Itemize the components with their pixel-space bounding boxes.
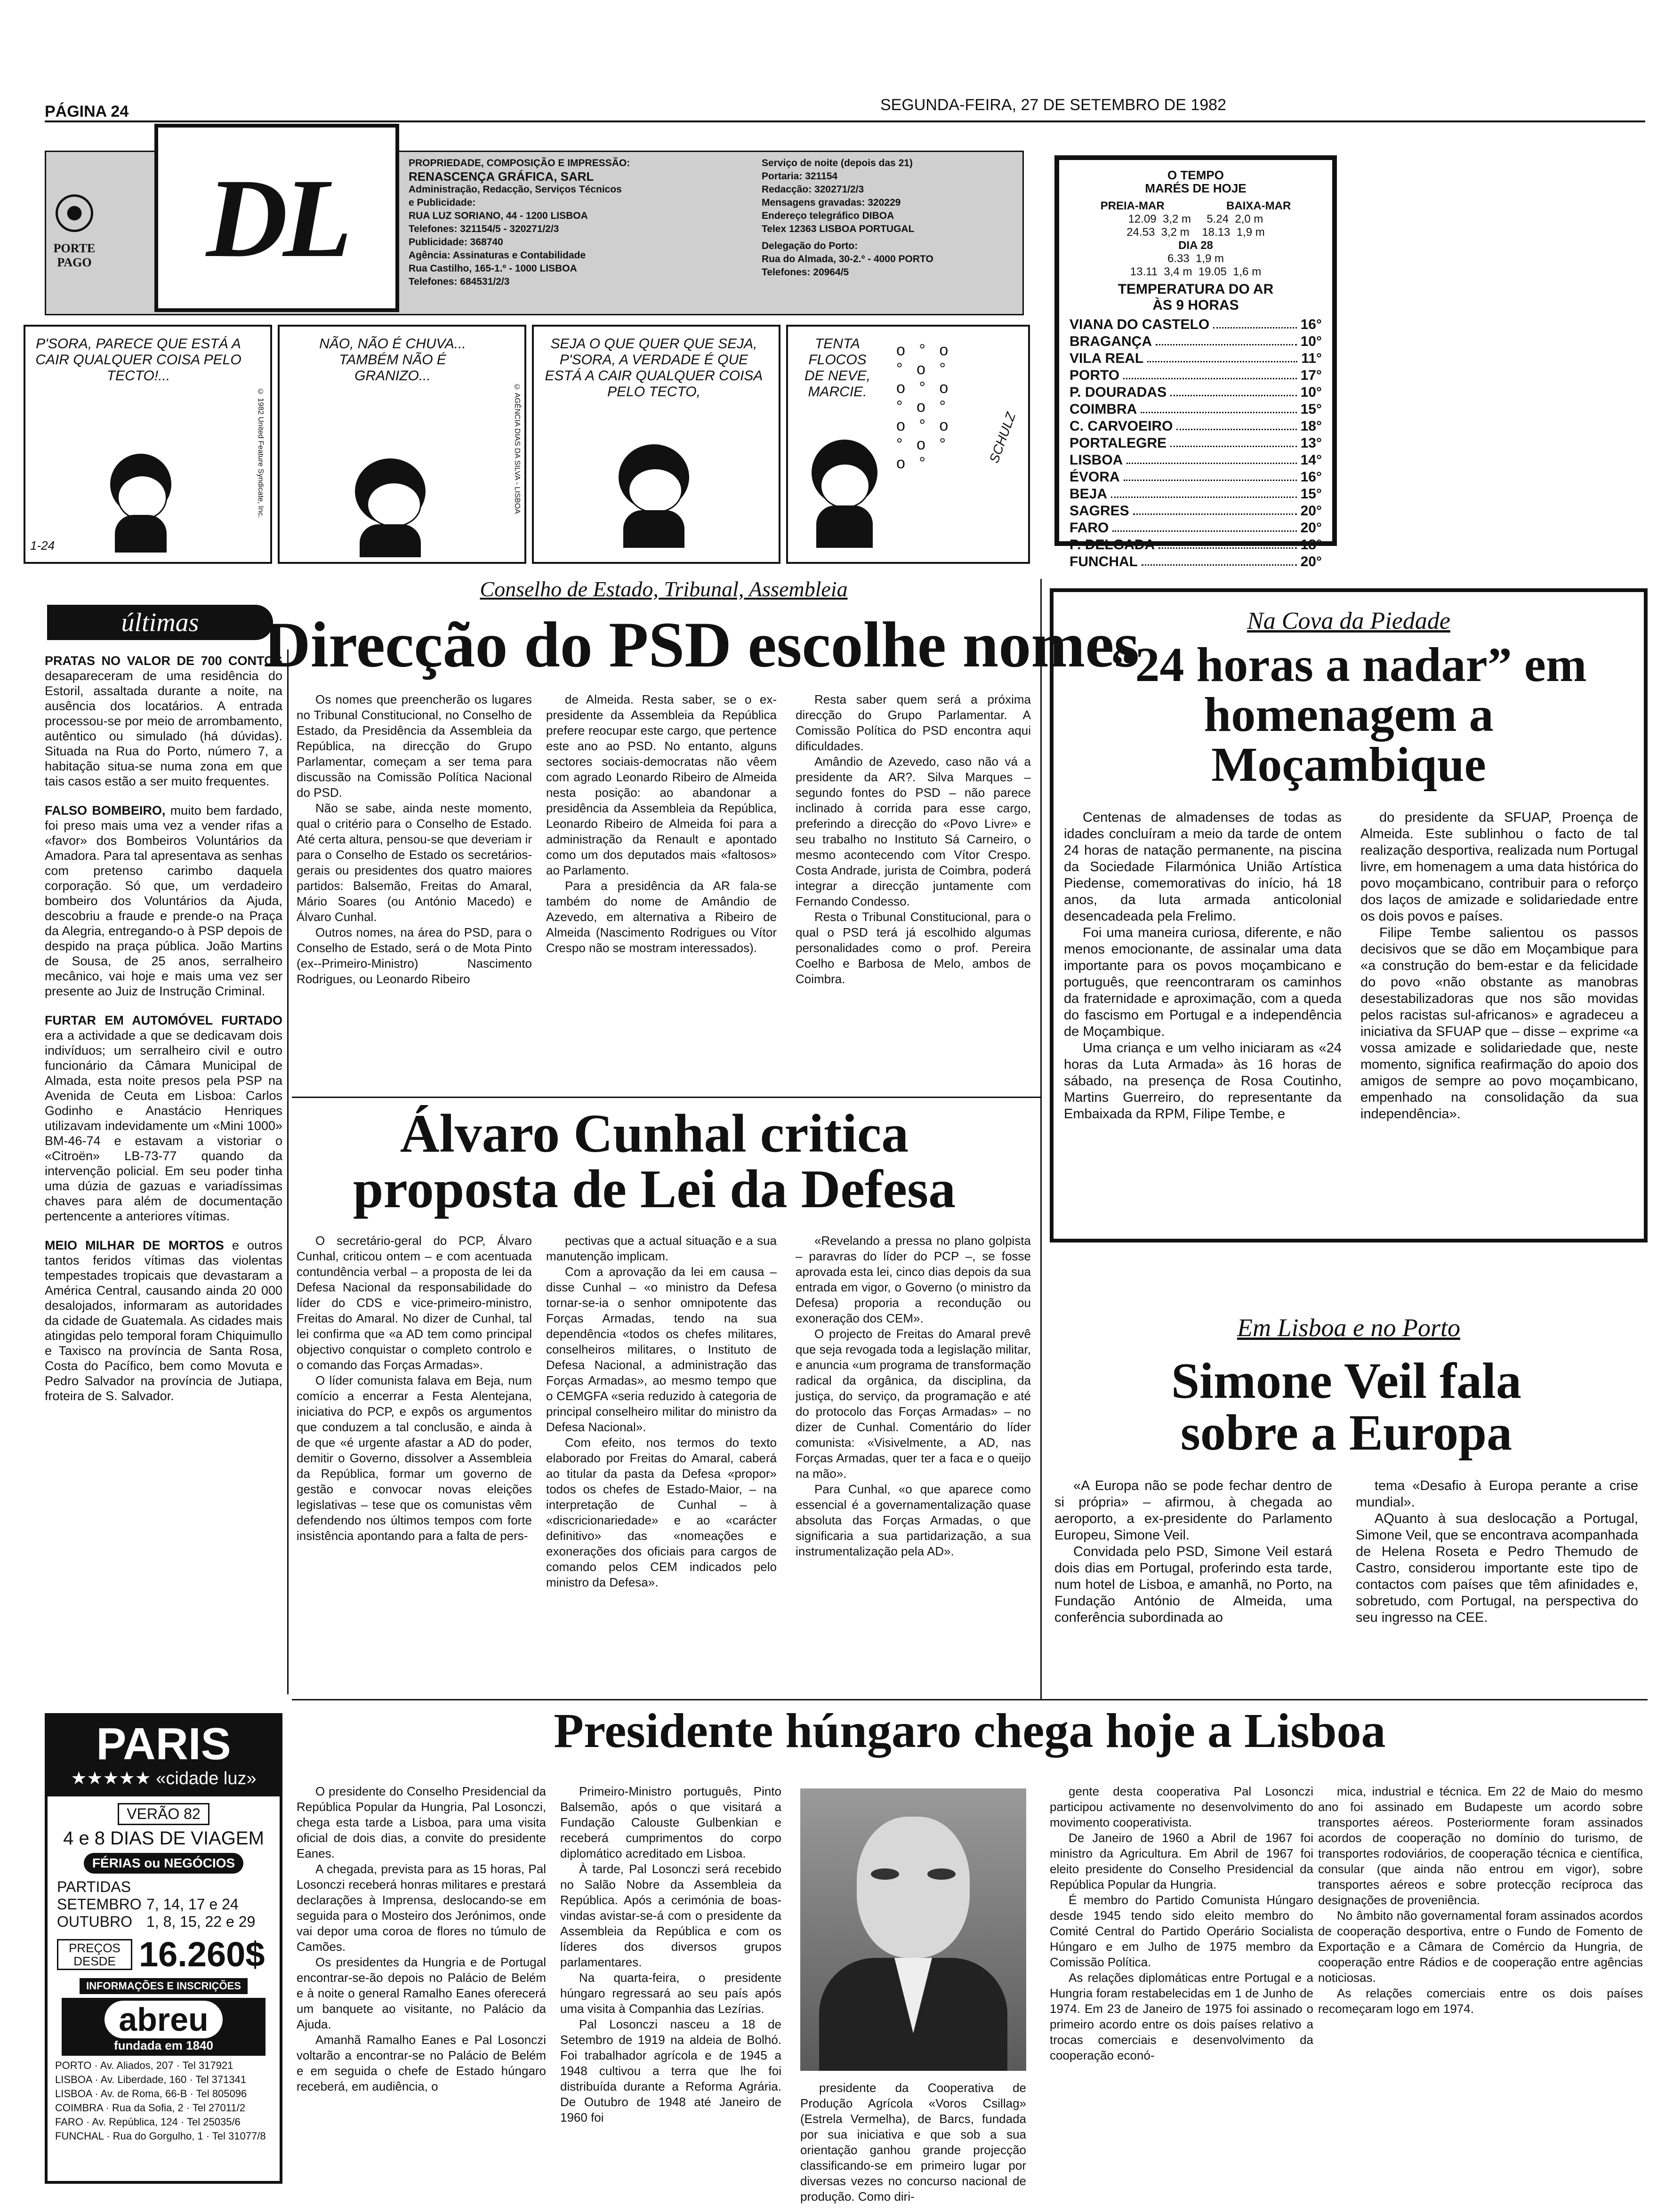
comic-panel-1: [24, 325, 272, 564]
ultimas-text: últimas: [121, 608, 199, 637]
city-name: ÉVORA: [1070, 469, 1120, 485]
city-temp: 10°: [1300, 334, 1322, 349]
temp-title: TEMPERATURA DO AR: [1118, 281, 1274, 297]
paragraph: pectivas que a actual situação e a sua manutenção implicam.: [546, 1234, 777, 1263]
brief-lead: FURTAR EM AUTOMÓVEL FURTADO: [45, 1013, 282, 1027]
city-temp: 10°: [1300, 385, 1322, 400]
news-brief: [45, 1238, 282, 1403]
city-temp: 20°: [1300, 503, 1322, 519]
temperature-row: [1070, 333, 1322, 350]
brief-lead: FALSO BOMBEIRO,: [45, 803, 170, 817]
leader-dots: [1123, 367, 1296, 379]
paragraph: O projecto de Freitas do Amaral prevê que seja revogada toda a legislação militar, e anuncia «um programa de transformação radical da orgânica, da disciplina, da justiça, do serviço, da programação e até do protocolo das Forças Armadas» – no dizer de Cunhal. Comentário do líder comunista: «Visivelmente, a AD, nas Forças Armadas, quer ter a faca e o queijo na mão».: [796, 1327, 1031, 1481]
ad-partidas: PARTIDAS: [57, 1878, 131, 1895]
psd-col-3: [796, 692, 1031, 987]
leader-dots: [1213, 316, 1296, 329]
comic-agency: © AGÊNCIA DIAS DA SILVA - LISBOA: [513, 383, 521, 514]
paragraph: Foi uma maneira curiosa, diferente, e não menos emocionante, de assinalar uma data importante para os povos moçambicano e português, que reencontraram os caminhos da fraternidade e aproximação, com a queda do fascismo em Portugal e a independência de Moçambique.: [1064, 925, 1342, 1039]
brief-text: e outros tantos feridos vítimas das violentas tempestades tropicais que devastaram a América Central, causando ainda 20 000 desalojados, informaram as autoridades da cidade de Guatemala. As cidades mais atingidas pelo temporal foram Chiquimullo e Taxisco na província de Santa Rosa, Costa do Pacífico, bem como Movuta e Pedro Salvador na província de Jutiapa, froteira de S. Salvador.: [45, 1238, 282, 1403]
paragraph: mica, industrial e técnica. Em 22 de Maio do mesmo ano foi assinado em Budapeste um acordo sobre transportes aéreos. Posteriormente foram assinados acordos de cooperação no domínio do turismo, de transportes rodoviários, de cooperação técnica e científica, consular (que ainda não entrou em vigor), sobre transportes aéreos e sobre protecção recíproca das designações de proveniência.: [1318, 1784, 1643, 1907]
hungria-col-4: [1050, 1784, 1313, 2063]
brief-lead: PRATAS NO VALOR DE 700 CONTOS: [45, 654, 282, 668]
ad-precos: PREÇOS DESDE: [57, 1939, 132, 1970]
ad-info: INFORMAÇÕES E INSCRIÇÕES: [80, 1978, 248, 1994]
city-temp: 13°: [1300, 435, 1322, 451]
office-line: COIMBRA · Rua da Sofia, 2 · Tel 27011/2: [55, 2102, 245, 2114]
dl-logo: DL: [206, 155, 347, 281]
info-line: Mensagens gravadas: 320229: [762, 197, 901, 208]
hungria-col-2: [560, 1784, 781, 2125]
brief-text: era a actividade a que se dedicavam dois indivíduos; um serralheiro civil e outro funcionário da Câmara Municipal de Almada, esta noite presos pela PSP na Avenida de Ceuta em Lisboa: Carlos Godinho e Anastácio Henriques utilizavam indevidamente um «Mini 1000» BM-46-74 e estavam a vistoriar o «Citroën» LB-73-77 quando da intervenção policial. Em seu poder tinha uma dúzia de gazuas e variadíssimas chaves para além de documentação pertencente a anteriores vítimas.: [45, 1028, 282, 1223]
info-line: RUA LUZ SORIANO, 44 - 1200 LISBOA: [409, 210, 588, 221]
city-temp: 18°: [1300, 418, 1322, 434]
ad-subtitle: ★★★★★ «cidade luz»: [71, 1769, 257, 1788]
psd-headline: Direcção do PSD escolhe nomes: [264, 609, 1140, 681]
paragraph: Não se sabe, ainda neste momento, qual o critério para o Conselho de Estado. Até certa altura, pensou-se que deveriam ir para o Conselho de Estado os secretários-gerais ou presidentes dos quatro maiores partidos: Balsemão, Freitas do Amaral, Mário Soares (ou António Macedo) e Álvaro Cunhal.: [297, 801, 532, 924]
comic-panel-4: [786, 325, 1030, 564]
paragraph: Resta o Tribunal Constitucional, para o qual o PSD terá já escolhido algumas personalidades como o prof. Pereira Coelho e Barbosa de Melo, ambos de Coimbra.: [796, 910, 1031, 986]
paragraph: É membro do Partido Comunista Húngaro desde 1945 tendo sido eleito membro do Comité Central do Partido Operário Socialista Húngaro e em Julho de 1975 membro da Comissão Política.: [1050, 1893, 1313, 1969]
comic-panel-3: [532, 325, 780, 564]
temperature-row: [1070, 520, 1322, 537]
comic-copyright: © 1982 United Feature Syndicate, Inc.: [257, 388, 265, 518]
ultimas-label: [47, 605, 273, 640]
ad-price: 16.260$: [139, 1935, 265, 1974]
masthead-info-right: [762, 157, 1025, 279]
speech-bubble: NÃO, NÃO É CHUVA... TAMBÉM NÃO É GRANIZO...: [319, 336, 466, 384]
paragraph: Na quarta-feira, o presidente húngaro regressará ao seu país após uma visita à Companhia das Lezírias.: [560, 1971, 781, 2016]
city-name: C. CARVOEIRO: [1070, 418, 1173, 434]
paragraph: Amândio de Azevedo, caso não vá a presidente da AR?. Silva Marques – segundo fontes do PSD – não parece inclinado à corrida para esse cargo, preferindo a direcção do «Povo Livre» e seu trabalho no Instituto Sá Carneiro, o mesmo acontecendo com Vítor Crespo. Costa Andrade, jurista de Coimbra, poderá integrar a direcção juntamente com Fernando Condesso.: [796, 754, 1031, 908]
paragraph: Amanhã Ramalho Eanes e Pal Losonczi voltarão a encontrar-se no Palácio de Belém e em seguida o chefe de Estado húngaro receberá, em audiência, o: [297, 2033, 546, 2093]
paragraph: AQuanto à sua deslocação a Portugal, Simone Veil, que se encontrava acompanhada de Helena Roseta e Pedro Themudo de Castro, considerou importante este tipo de contactos com países que têm afinidades e, sobretudo, com Portugal, na perspectiva do seu ingresso na CEE.: [1356, 1511, 1638, 1625]
psd-kicker: Conselho de Estado, Tribunal, Assembleia: [480, 577, 848, 601]
office-line: FUNCHAL · Rua do Gorgulho, 1 · Tel 31077/8: [55, 2130, 266, 2142]
ad-founded: fundada em 1840: [114, 2038, 213, 2052]
temperature-row: [1070, 503, 1322, 520]
comic-strip: [24, 325, 1026, 560]
leader-dots: [1141, 401, 1296, 413]
info-line: Redacção: 320271/2/3: [762, 184, 864, 195]
tide-col-low: BAIXA-MAR: [1226, 200, 1291, 212]
city-name: P. DOURADAS: [1070, 385, 1167, 400]
paragraph: de Almeida. Resta saber, se o ex-presidente da Assembleia da República prefere reocupar este cargo, que pertence este ano ao PSD. No entanto, alguns sectores sociais-democratas não vêem com agrado Leonardo Ribeiro de Almeida nesta posição: ao abandonar a presidência da Assembleia da República, Leonardo Ribeiro de Almeida foi para a administração da Renault e apontado como um dos deputados mais «faltosos» ao Parlamento.: [546, 692, 777, 877]
ad-ferias: FÉRIAS ou NEGÓCIOS: [84, 1853, 243, 1874]
cunhal-col-2: [546, 1233, 777, 1590]
losonczi-photo: [800, 1788, 1026, 2071]
stamp-bottom: PAGO: [57, 256, 92, 269]
temperature-row: [1070, 553, 1322, 570]
comic-date-code: 1-24: [30, 538, 55, 553]
paragraph: Uma criança e um velho iniciaram as «24 horas da Luta Armada» às 16 horas de sábado, na presença de Rosa Coutinho, Martins Guerreiro, do representante da Embaixada da RPM, Filipe Tembe, e: [1064, 1041, 1342, 1122]
info-line: Administração, Redacção, Serviços Técnicos: [409, 184, 622, 195]
paragraph: O presidente do Conselho Presidencial da República Popular da Hungria, Pal Losonczi, chega esta tarde a Lisboa, para uma visita oficial de dois dias, a convite do presidente Eanes.: [297, 1784, 546, 1860]
piedade-col-2: [1360, 809, 1638, 1122]
city-name: VIANA DO CASTELO: [1070, 317, 1210, 332]
info-line: Rua do Almada, 30-2.º - 4000 PORTO: [762, 254, 933, 264]
stamp-top: PORTE: [53, 241, 96, 255]
paragraph: Os nomes que preencherão os lugares no Tribunal Constitucional, no Conselho de Estado, da Presidência da Assembleia da República, na direcção do Grupo Parlamentar, começam a ser tema para discussão na Comissão Política Nacional do PSD.: [297, 692, 532, 800]
paragraph: À tarde, Pal Losonczi será recebido no Salão Nobre da Assembleia da República. Após a cerimónia de boas-vindas avistar-se-á com o presidente da Assembleia da República e com os líderes dos diversos grupos parlamentares.: [560, 1862, 781, 1969]
leader-dots: [1142, 553, 1297, 566]
cunhal-headline: Álvaro Cunhal critica proposta de Lei da Defesa: [353, 1104, 956, 1220]
tide-row: 13.11 3,4 m 19.05 1,6 m: [1130, 265, 1262, 278]
info-line: Delegação do Porto:: [762, 240, 858, 251]
paragraph: As relações comerciais entre os dois países recomeçaram logo em 1974.: [1318, 1986, 1643, 2016]
comic-panel-2: [278, 325, 526, 564]
paragraph: O secretário-geral do PCP, Álvaro Cunhal, criticou ontem – e com acentuada contundência verbal – a proposta de lei da Defesa Nacional da responsabilidade do líder do CDS e vice-primeiro-ministro, Freitas do Amaral. No dizer de Cunhal, tal lei confirma que «a AD tem como principal objectivo conquistar o completo controlo e o comando das Forças Armadas».: [297, 1234, 532, 1372]
weather-title: O TEMPO: [1167, 168, 1224, 182]
paragraph: Convidada pelo PSD, Simone Veil estará dois dias em Portugal, proferindo esta tarde, num hotel de Lisboa, e amanhã, no Porto, na Fundação António de Almeida, uma conferência subordinada ao: [1054, 1544, 1332, 1625]
info-line: Serviço de noite (depois das 21): [762, 158, 913, 168]
piedade-kicker: Na Cova da Piedade: [1247, 608, 1450, 634]
office-line: PORTO · Av. Aliados, 207 · Tel 317921: [55, 2060, 233, 2071]
temp-subtitle: ÀS 9 HORAS: [1152, 297, 1239, 313]
ad-days: 4 e 8 DIAS DE VIAGEM: [63, 1828, 264, 1849]
temperature-row: [1070, 384, 1322, 401]
hungria-col-1: [297, 1784, 546, 2094]
temperature-row: [1070, 316, 1322, 333]
city-name: FARO: [1070, 520, 1109, 536]
city-temp: 15°: [1300, 486, 1322, 502]
leader-dots: [1170, 435, 1297, 447]
info-line: Publicidade: 368740: [409, 237, 503, 248]
column-rule: [1040, 579, 1042, 1699]
city-temp: 15°: [1300, 401, 1322, 417]
cunhal-col-1: [297, 1233, 532, 1544]
brief-text: muito bem fardado, foi preso mais uma vez a vender rifas a «favor» dos Bombeiros Voluntários da Amadora. Para tal apresentava as senhas com pretenso carimbo daquela corporação. Só que, um verdadeiro bombeiro dos Voluntários da Ajuda, descobriu a fraude e prende-o na Praça da Alegria, entregando-o à PSP depois de despido na praça pública. João Martins de Sousa, de 25 anos, serralheiro mecânico, vai hoje e mais uma vez ser presente ao Juiz de Instrução Criminal.: [45, 803, 283, 998]
paragraph: Pal Losonczi nasceu a 18 de Setembro de 1919 na aldeia de Bolhó. Foi trabalhador agrícola e de 1945 a 1948 cultivou a terra que lhe foi distribuída durante a Reforma Agrária. De Outubro de 1948 até Janeiro de 1960 foi: [560, 2017, 781, 2124]
info-line: Telefones: 684531/2/3: [409, 276, 510, 287]
info-line: e Publicidade:: [409, 197, 476, 208]
paragraph: presidente da Cooperativa de Produção Agrícola «Voros Csillag» (Estrela Vermelha), de Barcs, fundada por sua iniciativa e que sob a sua orientação ganhou grande projecção classificando-se em primeiro lugar por diversas vezes no concurso nacional de produção. Como diri-: [800, 2081, 1026, 2204]
header-rule: [45, 120, 1645, 122]
paragraph: tema «Desafio à Europa perante a crise mundial».: [1356, 1478, 1638, 1510]
info-line: Telex 12363 LISBOA PORTUGAL: [762, 224, 915, 234]
info-line: Endereço telegráfico DIBOA: [762, 210, 894, 221]
city-name: VILA REAL: [1070, 351, 1144, 366]
weather-box: [1054, 155, 1337, 569]
paragraph: Outros nomes, na área do PSD, para o Conselho de Estado, será o de Mota Pinto (ex--Primeiro-Ministro) Nascimento Rodrigues, ou Leonardo Ribeiro: [297, 925, 532, 986]
info-line: Rua Castilho, 165-1.º - 1000 LISBOA: [409, 263, 577, 274]
leader-dots: [1111, 486, 1297, 498]
paris-ad: [45, 1713, 282, 2184]
speech-bubble: SEJA O QUE QUER QUE SEJA, P'SORA, A VERDADE É QUE ESTÁ A CAIR QUALQUER COISA PELO TECTO,: [545, 336, 763, 400]
brief-text: desapareceram de uma residência do Estoril, assaltada durante a noite, na ausência dos locatários. A entrada processou-se por meio de arrombamento, autêntico ou simulado (há dúvidas). Situada na Rua do Porto, número 7, a habitação situa-se numa zona em que tais casos estão a ser muito frequentes.: [45, 669, 282, 788]
psd-col-1: [297, 692, 532, 987]
city-name: COIMBRA: [1070, 401, 1137, 417]
paragraph: do presidente da SFUAP, Proença de Almeida. Este sublinhou o facto de tal realização desportiva, realizada num Portugal livre, em homenagem a uma data histórica do povo moçambicano, contribuir para o reforço dos laços de amizade e solidariedade entre os dois povos e países.: [1360, 810, 1638, 924]
leader-dots: [1147, 350, 1297, 362]
city-temp: 11°: [1301, 351, 1322, 366]
temperature-row: [1070, 418, 1322, 435]
city-name: LISBOA: [1070, 452, 1123, 468]
paragraph: Com efeito, nos termos do texto elaborado por Freitas do Amaral, caberá ao titular da pasta da Defesa «propor» todos os chefes de Estado-Maior, – na interpretação de Cunhal – à «discricionariedade» e ao «carácter definitivo» das «nomeações e exonerações dos oficiais para cargos de comando pelos CEM indicados pelo ministro da Defesa».: [546, 1435, 777, 1589]
ad-sept-dates: 7, 14, 17 e 24: [146, 1896, 239, 1913]
veil-col-2: [1356, 1478, 1638, 1626]
city-name: BRAGANÇA: [1070, 334, 1152, 349]
ad-oct-label: OUTUBRO: [57, 1913, 132, 1930]
leader-dots: [1126, 452, 1296, 464]
temperature-row: [1070, 435, 1322, 452]
paragraph: Para a presidência da AR fala-se também do nome de Amândio de Azevedo, em alternativa a Ribeiro de Almeida (Nascimento Rodrigues ou Vítor Crespo não se mostram interessados).: [546, 879, 777, 955]
ad-title: PARIS: [96, 1719, 231, 1769]
paragraph: A chegada, prevista para as 15 horas, Pal Losonczi receberá honras militares e prestará declarações à Imprensa, deslocando-se em seguida para o Mosteiro dos Jerónimos, onde vai depor uma coroa de flores no túmulo de Camões.: [297, 1862, 546, 1954]
leader-dots: [1156, 333, 1297, 345]
masthead-info-left: [409, 157, 738, 289]
tides-title: MARÉS DE HOJE: [1145, 181, 1247, 195]
paragraph: No âmbito não governamental foram assinados acordos de cooperação desportiva, entre o Fundo de Fomento de Exportação e a Câmara de Comércio da Hungria, de cooperação entre Rádios e de cooperação entre agências noticiosas.: [1318, 1908, 1643, 1985]
city-name: PORTO: [1070, 368, 1120, 383]
leader-dots: [1176, 418, 1296, 430]
info-line: Portaria: 321154: [762, 171, 838, 182]
temperature-row: [1070, 350, 1322, 367]
speech-bubble: P'SORA, PARECE QUE ESTÁ A CAIR QUALQUER COISA PELO TECTO!...: [35, 336, 241, 384]
ad-offices: [48, 2056, 280, 2146]
section-rule: [292, 1699, 1648, 1700]
psd-col-2: [546, 692, 777, 956]
logo-box: [154, 124, 399, 312]
paragraph: As relações diplomáticas entre Portugal e a Hungria foram restabelecidas em 1 de Junho de 1974. Em 23 de Janeiro de 1975 foi assinado o primeiro acordo entre os dois países relativo a trocas comerciais e desenvolvimento da cooperação econó-: [1050, 1971, 1313, 2062]
veil-kicker: Em Lisboa e no Porto: [1237, 1314, 1460, 1342]
office-line: LISBOA · Av. de Roma, 66-B · Tel 805096: [55, 2088, 247, 2100]
brief-lead: MEIO MILHAR DE MORTOS: [45, 1238, 232, 1252]
paragraph: O líder comunista falava em Beja, num comício a encerrar a Festa Alentejana, iniciativa do PCP, e expôs os argumentos que conduzem a tal conclusão, e ainda à de que «é urgente afastar a AD do poder, demitir o Governo, dissolver a Assembleia da República, formar um governo de gestão e convocar novas eleições legislativas – tese que os comunistas vêm defendendo nos últimos tempos com forte insistência apontando para a falta de pers-: [297, 1373, 532, 1543]
hungria-col-3: [800, 2080, 1026, 2204]
masthead: [45, 151, 1024, 315]
city-temp: 14°: [1300, 452, 1322, 468]
paragraph: Os presidentes da Hungria e de Portugal encontrar-se-ão depois no Palácio de Belém e à noite o general Ramalho Eanes oferecerá um banquete ao visitante, no Palácio da Ajuda.: [297, 1955, 546, 2031]
page-number: PÁGINA 24: [45, 103, 129, 120]
piedade-col-1: [1064, 809, 1342, 1122]
leader-dots: [1112, 520, 1296, 532]
ad-sept-label: SETEMBRO: [57, 1896, 142, 1913]
porte-pago-stamp: [51, 194, 98, 307]
city-temp: 20°: [1300, 554, 1322, 569]
city-temp: 17°: [1300, 368, 1322, 383]
stamp-emblem-icon: [56, 194, 93, 232]
office-line: FARO · Av. República, 124 · Tel 25035/6: [55, 2116, 241, 2128]
temperature-list: [1070, 316, 1322, 570]
info-line: Agência: Assinaturas e Contabilidade: [409, 250, 586, 261]
tide-col-high: PREIA-MAR: [1100, 200, 1165, 212]
ad-brand: abreu: [105, 2001, 223, 2038]
paragraph: Centenas de almadenses de todas as idades concluíram a meio da tarde de ontem 24 horas de natação permanente, na piscina da Sociedade Filarmónica União Artística Piedense, comemorativas do início, há 18 anos, da luta armada anticolonial desencadeada pela Frelimo.: [1064, 810, 1342, 924]
tide-row: 24.53 3,2 m 18.13 1,9 m: [1126, 226, 1265, 239]
veil-headline: Simone Veil fala sobre a Europa: [1171, 1353, 1522, 1461]
news-brief: [45, 1013, 282, 1224]
marcie-figure: [807, 440, 887, 548]
city-temp: 16°: [1300, 317, 1322, 332]
paragraph: «A Europa não se pode fechar dentro de si própria» – afirmou, à chegada ao aeroporto, a ex-presidente do Parlamento Europeu, Simone Veil.: [1054, 1478, 1332, 1543]
speech-bubble: TENTA FLOCOS DE NEVE, MARCIE.: [804, 336, 871, 400]
city-name: P. DELGADA: [1070, 537, 1155, 553]
office-line: LISBOA · Av. Liberdade, 160 · Tel 371341: [55, 2074, 247, 2085]
temperature-row: [1070, 401, 1322, 418]
paragraph: «Revelando a pressa no plano golpista – paravras do líder do PCP –, se fosse aprovada esta lei, cinco dias depois da sua entrada em vigor, o Governo (o ministro da Defesa) proporia a recondução ou exoneração dos CEM».: [796, 1234, 1031, 1325]
paragraph: De Janeiro de 1960 a Abril de 1967 foi ministro da Agricultura. Em Abril de 1967 foi eleito presidente do Conselho Presidencial da República Popular da Hungria.: [1050, 1831, 1313, 1891]
leader-dots: [1170, 384, 1296, 396]
veil-col-1: [1054, 1478, 1332, 1626]
cunhal-col-3: [796, 1233, 1031, 1559]
city-name: BEJA: [1070, 486, 1108, 502]
comic-signature: SCHULZ: [986, 410, 1019, 465]
ad-header: [48, 1716, 280, 1796]
paragraph: Para Cunhal, «o que aparece como essencial é a governamentalização quase absoluta das Forças Armadas, o que significaria a sua partidarização, a sua instrumentalização pela AD».: [796, 1482, 1031, 1558]
hungria-col-5: [1318, 1784, 1643, 2017]
temperature-row: [1070, 367, 1322, 384]
tide-day: DIA 28: [1178, 239, 1213, 252]
tide-row: 6.33 1,9 m: [1167, 252, 1224, 265]
city-name: SAGRES: [1070, 503, 1129, 519]
leader-dots: [1133, 503, 1297, 515]
info-line: Telefones: 20964/5: [762, 267, 849, 278]
city-name: PORTALEGRE: [1070, 435, 1167, 451]
paragraph: Com a aprovação da lei em causa – disse Cunhal – «o ministro da Defesa tornar-se-ia o senhor omnipotente das Forças Armadas, tendo na sua dependência «todos os chefes militares, conselheiros militares, o Instituto de Defesa Nacional, a administração das Forças Armadas», ao mesmo tempo que o CEMGFA «seria reduzido à categoria de principal conselheiro militar do ministro da Defesa Nacional».: [546, 1265, 777, 1434]
temperature-row: [1070, 537, 1322, 553]
paragraph: Filipe Tembe salientou os passos decisivos que se dão em Moçambique para «a construção do bem-estar e da felicidade do povo «não obstante as manobras desestabilizadoras que nos são movidas pelos racistas sul-africanos» e agradeceu a iniciativa da SFUAP que – disse – exprime «a vossa amizade e solidariedade que, neste momento, significa reafirmação do apoio dos amigos de sempre ao povo moçambicano, empenhado na consolidação da sua independência».: [1360, 925, 1638, 1122]
marcie-figure: [346, 458, 440, 553]
info-line: Telefones: 321154/5 - 320271/2/3: [409, 224, 559, 234]
leader-dots: [1124, 469, 1297, 481]
paragraph: Primeiro-Ministro português, Pinto Balsemão, após o que visitará a Fundação Calouste Gulbenkian e receberá cumprimentos do corpo diplomático acreditado em Lisboa.: [560, 1784, 781, 1860]
leader-dots: [1158, 537, 1296, 549]
info-line: PROPRIEDADE, COMPOSIÇÃO E IMPRESSÃO:: [409, 158, 630, 168]
temperature-row: [1070, 469, 1322, 486]
news-brief: [45, 653, 282, 789]
ultimas-briefs: [45, 653, 282, 1418]
marcie-figure: [614, 444, 699, 548]
snowflakes: o ° o ° o ° o ° o ° o ° o ° o ° o ° o °: [896, 341, 953, 472]
hungria-headline: Presidente húngaro chega hoje a Lisboa: [554, 1704, 1386, 1758]
city-temp: 16°: [1300, 469, 1322, 485]
paragraph: Resta saber quem será a próxima direcção do Grupo Parlamentar. A Comissão Política do PSD encontra aqui dificuldades.: [796, 692, 1031, 753]
ad-brand-box: [62, 1998, 265, 2056]
marcie-figure: [101, 454, 181, 548]
news-brief: [45, 803, 282, 999]
city-temp: 18°: [1300, 537, 1322, 553]
page-date: SEGUNDA-FEIRA, 27 DE SETEMBRO DE 1982: [880, 96, 1226, 114]
temperature-row: [1070, 486, 1322, 503]
ad-verao: VERÃO 82: [118, 1803, 209, 1825]
temperature-row: [1070, 452, 1322, 469]
section-rule: [292, 1097, 1040, 1098]
paragraph: gente desta cooperativa Pal Losonczi participou activamente no desenvolvimento do movimento cooperativista.: [1050, 1784, 1313, 1829]
city-temp: 20°: [1300, 520, 1322, 536]
city-name: FUNCHAL: [1070, 554, 1138, 569]
info-line: RENASCENÇA GRÁFICA, SARL: [409, 169, 594, 184]
piedade-headline: “24 horas a nadar” em homenagem a Moçambique: [1110, 638, 1587, 792]
ad-oct-dates: 1, 8, 15, 22 e 29: [146, 1913, 256, 1930]
column-rule: [287, 649, 289, 1694]
tide-row: 12.09 3,2 m 5.24 2,0 m: [1128, 213, 1263, 225]
